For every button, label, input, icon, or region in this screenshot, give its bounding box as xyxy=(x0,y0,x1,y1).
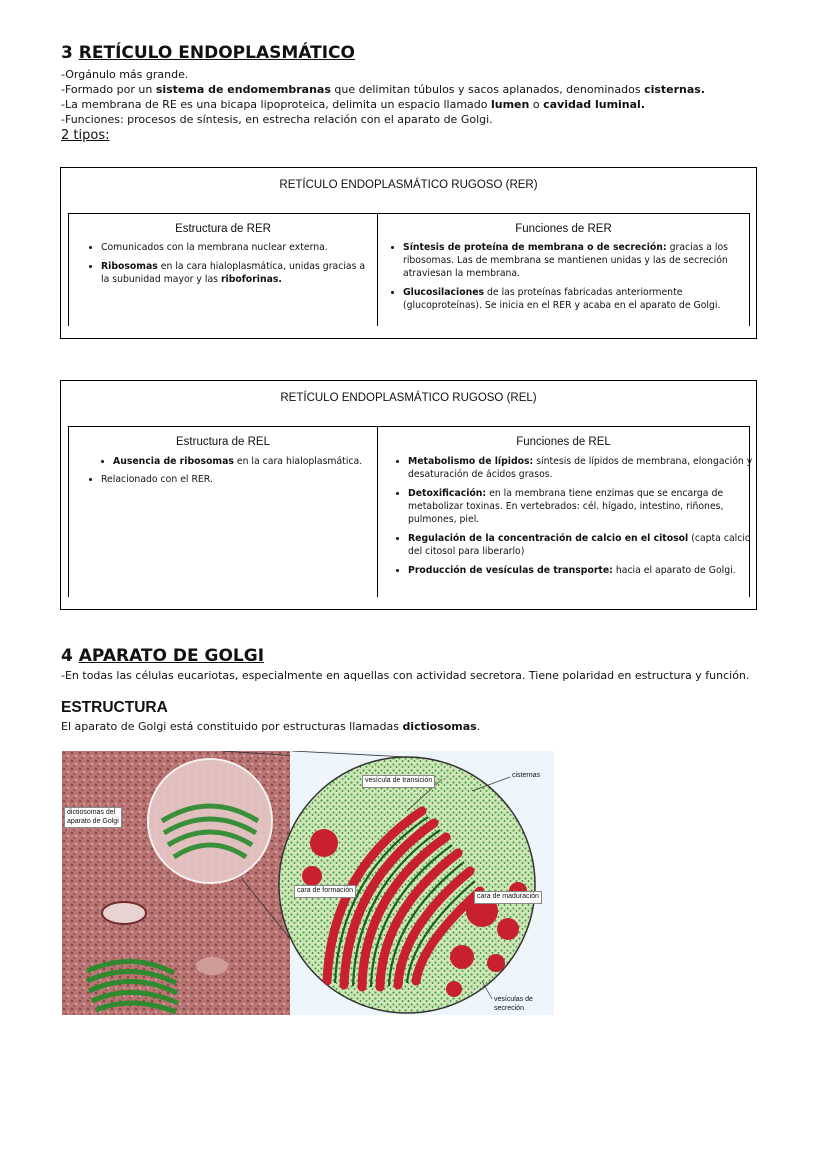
text-run: de las proteínas fabricadas anteriormente (glucoproteínas). Se inicia en el RER y acaba en el aparato de Golgi. xyxy=(403,287,721,311)
figure-label-cisternas: cisternas xyxy=(512,772,541,779)
tipos-label: 2 tipos: xyxy=(61,128,110,143)
paragraph-line xyxy=(61,719,480,734)
bold-term: lumen xyxy=(490,98,530,111)
figure-label-dictiosomas xyxy=(64,807,122,828)
rer-box xyxy=(60,167,757,339)
text-run: que delimitan túbulos y sacos aplanados, denominados xyxy=(330,83,645,96)
figure-label-formacion: cara de formación xyxy=(294,885,356,898)
text-run: -La membrana de RE es una bicapa lipoproteica, delimita un espacio llamado xyxy=(61,98,491,111)
section-number: 3 xyxy=(61,43,73,63)
figure-label-maduracion: cara de maduración xyxy=(474,891,542,904)
list-item xyxy=(113,455,378,468)
bold-term: Producción de vesículas de transporte: xyxy=(408,565,613,576)
rel-structure-title: Estructura de REL xyxy=(176,436,270,448)
figure-label-vesicula: vesícula de transición xyxy=(362,775,435,788)
rer-functions-list xyxy=(389,241,748,318)
bold-term: dictiosomas xyxy=(402,720,477,733)
list-item xyxy=(408,487,753,526)
list-item xyxy=(101,260,376,286)
text-run: en la cara hialoplasmática. xyxy=(233,456,363,467)
vesicle-shape xyxy=(196,957,228,975)
section-title: APARATO DE GOLGI xyxy=(78,646,265,666)
section-3-heading xyxy=(61,43,355,63)
section-4-heading xyxy=(61,646,264,666)
text-run: síntesis de lípidos de membrana, elongación y desaturación de ácidos grasos. xyxy=(408,456,753,480)
label-line: aparato de Golgi xyxy=(67,817,119,825)
bold-term: Ausencia de ribosomas xyxy=(113,456,234,467)
rel-structure-list xyxy=(99,455,378,474)
bold-term: riboforinas. xyxy=(220,274,282,285)
list-item xyxy=(408,564,753,577)
text-run: en la cara hialoplasmática, unidas gracias a la subunidad mayor y las xyxy=(101,261,366,285)
text-run: gracias a los ribosomas. Las de membrana se mantienen unidas y las de secreción atraviesan la membrana. xyxy=(403,242,728,279)
vesicle-shape xyxy=(102,902,146,924)
golgi-figure xyxy=(62,751,554,1015)
bold-term: cisternas. xyxy=(644,83,706,96)
rel-structure-list-2 xyxy=(87,473,366,492)
list-item xyxy=(403,241,748,280)
rer-box-title: RETÍCULO ENDOPLASMÁTICO RUGOSO (RER) xyxy=(279,179,538,191)
golgi-micrograph-illustration xyxy=(62,751,554,1015)
rer-structure-title: Estructura de RER xyxy=(175,223,271,235)
list-item xyxy=(408,532,753,558)
list-item: • Comunicados con la membrana nuclear externa. xyxy=(101,241,376,254)
bold-term: Metabolismo de lípidos: xyxy=(408,456,534,467)
text-run: -Formado por un xyxy=(61,83,156,96)
paragraph-line: -En todas las células eucariotas, especialmente en aquellas con actividad secretora. Tiene polaridad en estructura y función. xyxy=(61,669,750,682)
bold-term: Detoxificación: xyxy=(408,488,487,499)
list-item xyxy=(403,286,748,312)
paragraph-line xyxy=(61,97,645,112)
text-run: El aparato de Golgi está constituido por estructuras llamadas xyxy=(61,720,403,733)
text-run: . xyxy=(476,720,481,733)
list-item xyxy=(408,455,753,481)
rel-inner-table xyxy=(68,426,753,597)
text-run: o xyxy=(529,98,544,111)
column-divider xyxy=(377,427,378,597)
bold-term: Glucosilaciones xyxy=(403,287,485,298)
paragraph-line: -Orgánulo más grande. xyxy=(61,68,189,81)
label-line: secreción xyxy=(494,1004,524,1012)
rel-functions-title: Funciones de REL xyxy=(516,436,611,448)
bold-term: Síntesis de proteína de membrana o de secreción: xyxy=(403,242,667,253)
rel-functions-list xyxy=(394,455,753,583)
rel-box-title: RETÍCULO ENDOPLASMÁTICO RUGOSO (REL) xyxy=(280,392,537,404)
bold-term: sistema de endomembranas xyxy=(155,83,331,96)
text-run: (capta calcio del citosol para liberarlo) xyxy=(408,533,751,557)
paragraph-line xyxy=(61,82,705,97)
list-item: • Relacionado con el RER. xyxy=(101,473,366,486)
label-line: dictiosomas del xyxy=(67,809,116,816)
rel-box xyxy=(60,380,757,610)
bold-term: Regulación de la concentración de calcio en el citosol xyxy=(408,533,689,544)
paragraph-line: -Funciones: procesos de síntesis, en estrecha relación con el aparato de Golgi. xyxy=(61,113,493,126)
label-line: vesículas de xyxy=(494,996,533,1003)
bold-term: Ribosomas xyxy=(101,261,158,272)
rer-inner-table xyxy=(68,213,750,326)
rer-functions-title: Funciones de RER xyxy=(515,223,612,235)
rer-structure-list xyxy=(87,241,376,292)
text-run: hacia el aparato de Golgi. xyxy=(612,565,736,576)
bold-term: cavidad luminal. xyxy=(543,98,645,111)
estructura-heading: ESTRUCTURA xyxy=(61,699,168,716)
section-title: RETÍCULO ENDOPLASMÁTICO xyxy=(78,43,355,63)
text-run: en la membrana tiene enzimas que se encarga de metabolizar toxinas. En vertebrados: cél. hígado, intestino, riñones, pulmones, piel. xyxy=(408,488,724,525)
section-number: 4 xyxy=(61,646,73,666)
figure-label-secrecion xyxy=(492,995,535,1014)
